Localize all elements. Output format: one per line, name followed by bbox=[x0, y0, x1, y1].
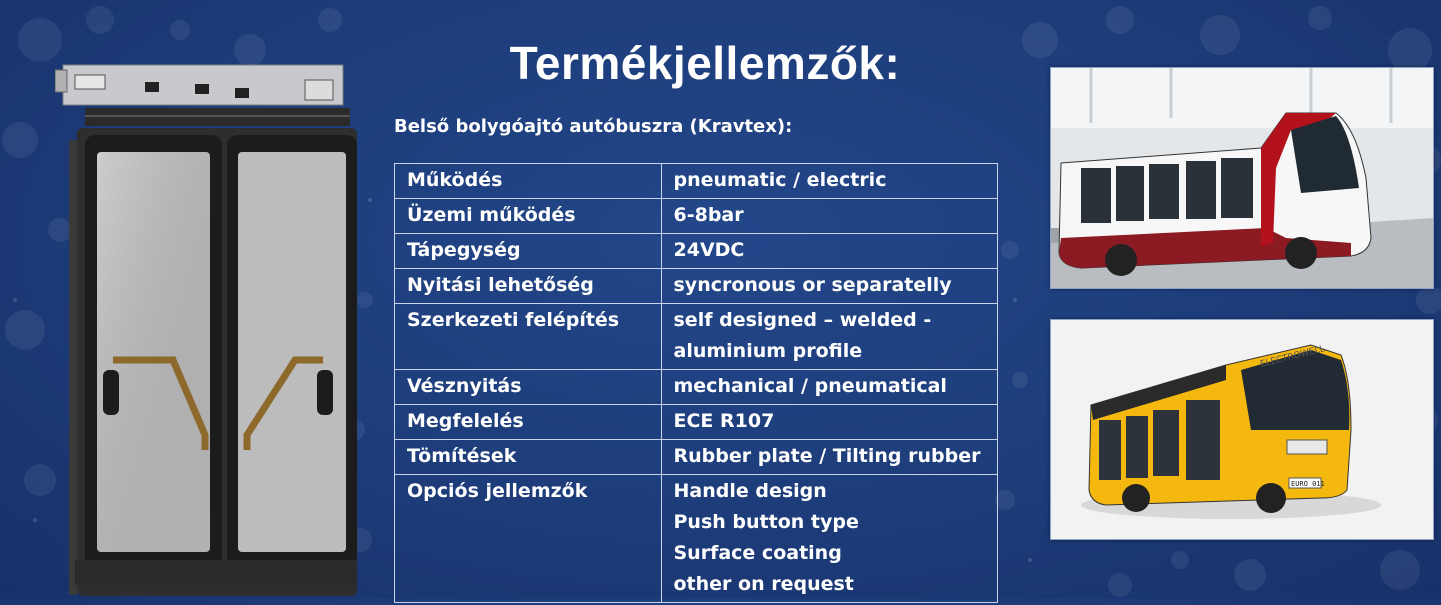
spec-label: Tömítések bbox=[395, 440, 662, 475]
table-row bbox=[395, 269, 998, 304]
table-row bbox=[395, 440, 998, 475]
spec-value: pneumatic / electric bbox=[661, 164, 998, 199]
spec-label: Szerkezeti felépítés bbox=[395, 304, 662, 370]
spec-label: Vésznyitás bbox=[395, 370, 662, 405]
table-row bbox=[395, 234, 998, 269]
spec-value: syncronous or separatelly bbox=[661, 269, 998, 304]
table-row bbox=[395, 370, 998, 405]
spec-value: mechanical / pneumatical bbox=[661, 370, 998, 405]
spec-value: self designed – welded - aluminium profile bbox=[661, 304, 998, 370]
subtitle: Belső bolygóajtó autóbuszra (Kravtex): bbox=[394, 116, 793, 137]
table-row bbox=[395, 405, 998, 440]
city-bus-photo bbox=[1050, 67, 1434, 289]
table-row bbox=[395, 475, 998, 603]
electric-bus-photo bbox=[1050, 319, 1434, 540]
bus-roof-label: ELECTROWELL bbox=[1259, 344, 1326, 370]
spec-label: Működés bbox=[395, 164, 662, 199]
table-row bbox=[395, 199, 998, 234]
page-title: Termékjellemzők: bbox=[509, 37, 901, 89]
spec-label: Tápegység bbox=[395, 234, 662, 269]
spec-label: Üzemi működés bbox=[395, 199, 662, 234]
spec-label: Nyitási lehetőség bbox=[395, 269, 662, 304]
spec-value: 24VDC bbox=[661, 234, 998, 269]
bus-door-image bbox=[55, 60, 365, 605]
spec-value: Handle design Push button type Surface coating other on request bbox=[661, 475, 998, 603]
license-plate: EURO 011 bbox=[1291, 480, 1325, 488]
spec-table bbox=[394, 163, 998, 603]
spec-value: Rubber plate / Tilting rubber bbox=[661, 440, 998, 475]
table-row bbox=[395, 164, 998, 199]
spec-value: ECE R107 bbox=[661, 405, 998, 440]
table-row bbox=[395, 304, 998, 370]
spec-label: Megfelelés bbox=[395, 405, 662, 440]
spec-value: 6-8bar bbox=[661, 199, 998, 234]
spec-label: Opciós jellemzők bbox=[395, 475, 662, 603]
